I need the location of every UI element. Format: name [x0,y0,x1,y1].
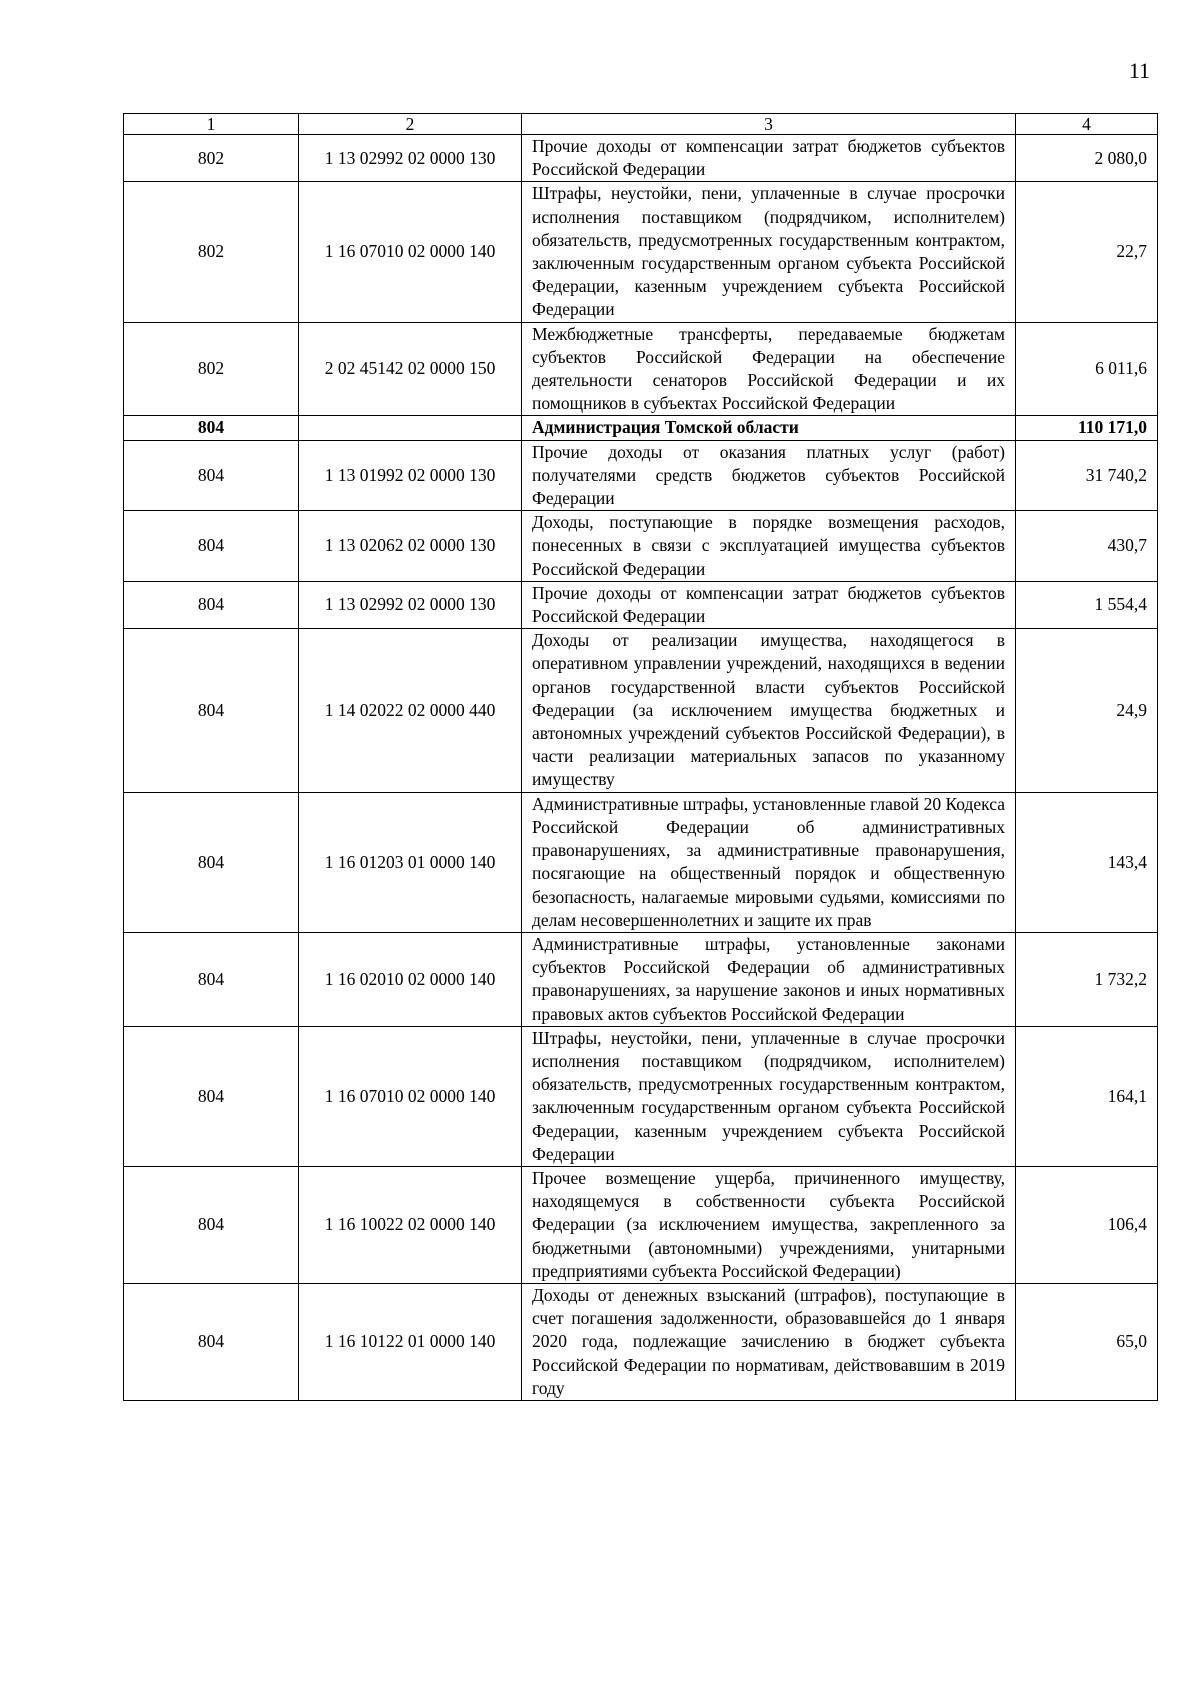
revenue-code-cell: 1 16 07010 02 0000 140 [299,182,522,322]
revenue-name-cell: Прочее возмещение ущерба, причиненного имуществу, находящемуся в собственности субъекта Российской Федерации (за исключением имущества, закрепленного за бюджетными (автономными) учреждениями, унитарными предприятиями субъекта Российской Федерации) [522,1166,1016,1283]
revenue-code-cell: 1 16 02010 02 0000 140 [299,932,522,1026]
table-row [124,511,1158,582]
table-row [124,581,1158,628]
amount-cell: 1 554,4 [1016,581,1158,628]
admin-code-cell: 804 [124,1166,299,1283]
column-header-code: 2 [299,114,522,135]
table-header-row [124,114,1158,135]
column-header-amount: 4 [1016,114,1158,135]
revenue-name-cell: Доходы, поступающие в порядке возмещения расходов, понесенных в связи с эксплуатацией имущества субъектов Российской Федерации [522,511,1016,582]
table-row [124,322,1158,416]
revenue-name-cell: Межбюджетные трансферты, передаваемые бюджетам субъектов Российской Федерации на обеспечение деятельности сенаторов Российской Федерации и их помощников в субъектах Российской Федерации [522,322,1016,416]
admin-code-cell: 804 [124,511,299,582]
amount-cell: 65,0 [1016,1283,1158,1400]
revenue-code-cell: 1 13 02992 02 0000 130 [299,581,522,628]
table-row [124,629,1158,792]
admin-code-cell: 804 [124,416,299,440]
table-section-row [124,416,1158,440]
table-row [124,932,1158,1026]
admin-code-cell: 802 [124,322,299,416]
amount-cell: 6 011,6 [1016,322,1158,416]
revenue-code-cell: 2 02 45142 02 0000 150 [299,322,522,416]
amount-cell: 164,1 [1016,1026,1158,1166]
admin-code-cell: 802 [124,135,299,182]
amount-cell: 430,7 [1016,511,1158,582]
revenue-code-cell: 1 14 02022 02 0000 440 [299,629,522,792]
admin-code-cell: 804 [124,1026,299,1166]
table-body [124,114,1158,1401]
revenue-table [123,113,1158,1401]
amount-cell: 22,7 [1016,182,1158,322]
revenue-name-cell: Штрафы, неустойки, пени, уплаченные в случае просрочки исполнения поставщиком (подрядчиком, исполнителем) обязательств, предусмотренных государственным контрактом, заключенным государственным органом субъекта Российской Федерации, казенным учреждением субъекта Российской Федерации [522,182,1016,322]
table-row [124,440,1158,511]
column-header-admin: 1 [124,114,299,135]
revenue-code-cell [299,416,522,440]
amount-cell: 143,4 [1016,792,1158,932]
revenue-name-cell: Прочие доходы от компенсации затрат бюджетов субъектов Российской Федерации [522,135,1016,182]
revenue-name-cell: Прочие доходы от компенсации затрат бюджетов субъектов Российской Федерации [522,581,1016,628]
revenue-code-cell: 1 16 01203 01 0000 140 [299,792,522,932]
revenue-code-cell: 1 13 02062 02 0000 130 [299,511,522,582]
amount-cell: 1 732,2 [1016,932,1158,1026]
admin-code-cell: 804 [124,629,299,792]
table-row [124,182,1158,322]
revenue-name-cell: Прочие доходы от оказания платных услуг (работ) получателями средств бюджетов субъектов Российской Федерации [522,440,1016,511]
table-row [124,135,1158,182]
revenue-name-cell: Штрафы, неустойки, пени, уплаченные в случае просрочки исполнения поставщиком (подрядчиком, исполнителем) обязательств, предусмотренных государственным контрактом, заключенным государственным органом субъекта Российской Федерации, казенным учреждением субъекта Российской Федерации [522,1026,1016,1166]
column-header-name: 3 [522,114,1016,135]
revenue-name-cell: Административные штрафы, установленные главой 20 Кодекса Российской Федерации об административных правонарушениях, за административные правонарушения, посягающие на общественный порядок и общественную безопасность, налагаемые мировыми судьями, комиссиями по делам несовершеннолетних и защите их прав [522,792,1016,932]
amount-cell: 2 080,0 [1016,135,1158,182]
table-row [124,792,1158,932]
revenue-name-cell: Доходы от реализации имущества, находящегося в оперативном управлении учреждений, находящихся в ведении органов государственной власти субъектов Российской Федерации (за исключением имущества бюджетных и автономных учреждений субъектов Российской Федерации), в части реализации материальных запасов по указанному имуществу [522,629,1016,792]
admin-code-cell: 804 [124,581,299,628]
revenue-code-cell: 1 16 10022 02 0000 140 [299,1166,522,1283]
admin-code-cell: 804 [124,440,299,511]
revenue-code-cell: 1 13 01992 02 0000 130 [299,440,522,511]
table-row [124,1026,1158,1166]
table-row [124,1166,1158,1283]
revenue-name-cell: Административные штрафы, установленные законами субъектов Российской Федерации об административных правонарушениях, за нарушение законов и иных нормативных правовых актов субъектов Российской Федерации [522,932,1016,1026]
revenue-name-cell: Администрация Томской области [522,416,1016,440]
revenue-name-cell: Доходы от денежных взысканий (штрафов), поступающие в счет погашения задолженности, образовавшейся до 1 января 2020 года, подлежащие зачислению в бюджет субъекта Российской Федерации по нормативам, действовавшим в 2019 году [522,1283,1016,1400]
amount-cell: 110 171,0 [1016,416,1158,440]
page-number: 11 [1128,58,1150,83]
revenue-code-cell: 1 16 10122 01 0000 140 [299,1283,522,1400]
admin-code-cell: 804 [124,1283,299,1400]
admin-code-cell: 804 [124,932,299,1026]
admin-code-cell: 802 [124,182,299,322]
revenue-code-cell: 1 13 02992 02 0000 130 [299,135,522,182]
admin-code-cell: 804 [124,792,299,932]
revenue-code-cell: 1 16 07010 02 0000 140 [299,1026,522,1166]
table-row [124,1283,1158,1400]
amount-cell: 31 740,2 [1016,440,1158,511]
amount-cell: 106,4 [1016,1166,1158,1283]
amount-cell: 24,9 [1016,629,1158,792]
